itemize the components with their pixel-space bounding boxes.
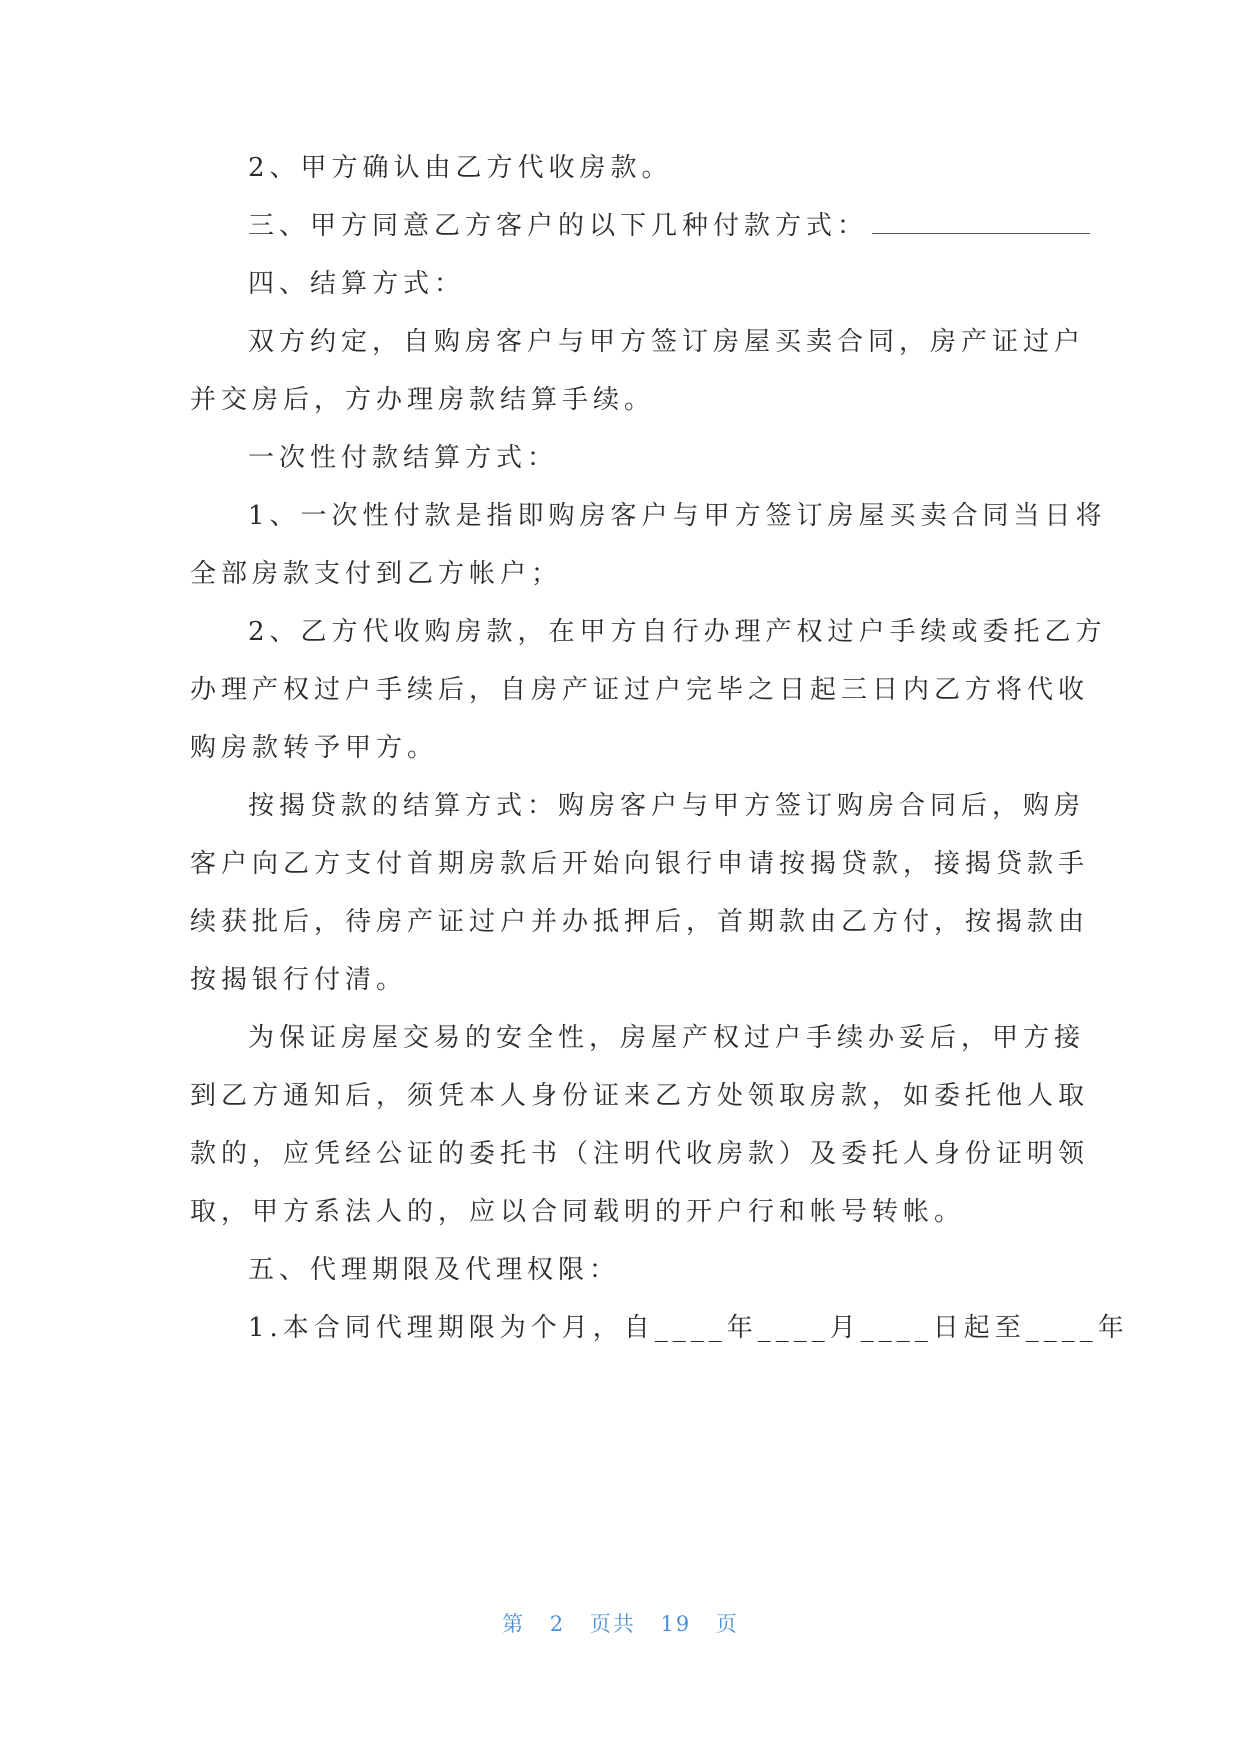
- text-line-14: 续获批后，待房产证过户并办抵押后，首期款由乙方付，按揭款由: [190, 907, 1090, 937]
- text-line-11: 购房款转予甲方。: [190, 733, 439, 763]
- text-line-3: 四、结算方式：: [248, 269, 466, 299]
- text-line-2: [248, 206, 1108, 246]
- page-footer: [0, 1608, 1241, 1638]
- text-line-16: 为保证房屋交易的安全性，房屋产权过户手续办妥后，甲方接: [248, 1023, 1086, 1053]
- footer-middle: 页共: [589, 1612, 636, 1636]
- text-line-12: 按揭贷款的结算方式：购房客户与甲方签订购房合同后，购房: [248, 791, 1086, 821]
- text-line-10: 办理产权过户手续后，自房产证过户完毕之日起三日内乙方将代收: [190, 675, 1090, 705]
- text-line-6: 一次性付款结算方式：: [248, 443, 559, 473]
- footer-prefix: 第: [502, 1612, 526, 1636]
- footer-total-pages: 19: [660, 1612, 692, 1636]
- text-line-2-label: 三、甲方同意乙方客户的以下几种付款方式：: [248, 211, 869, 241]
- text-line-13: 客户向乙方支付首期房款后开始向银行申请按揭贷款，接揭贷款手: [190, 849, 1090, 879]
- text-line-8: 全部房款支付到乙方帐户；: [190, 559, 563, 589]
- text-line-18: 款的，应凭经公证的委托书（注明代收房款）及委托人身份证明领: [190, 1139, 1090, 1169]
- text-line-15: 按揭银行付清。: [190, 965, 408, 995]
- text-line-19: 取，甲方系法人的，应以合同载明的开户行和帐号转帐。: [190, 1197, 966, 1227]
- text-line-7: 1、一次性付款是指即购房客户与甲方签订房屋买卖合同当日将: [248, 501, 1107, 531]
- footer-page-number: 2: [549, 1612, 566, 1636]
- text-line-5: 并交房后，方办理房款结算手续。: [190, 385, 656, 415]
- text-line-21: 1.本合同代理期限为个月，自____年____月____日起至____年: [248, 1313, 1129, 1343]
- text-line-9: 2、乙方代收购房款，在甲方自行办理产权过户手续或委托乙方: [248, 617, 1107, 647]
- text-line-17: 到乙方通知后，须凭本人身份证来乙方处领取房款，如委托他人取: [190, 1081, 1090, 1111]
- text-line-4: 双方约定，自购房客户与甲方签订房屋买卖合同，房产证过户: [248, 327, 1086, 357]
- text-line-20: 五、代理期限及代理权限：: [248, 1255, 621, 1285]
- payment-method-blank: [872, 207, 1090, 234]
- text-line-1: 2、甲方确认由乙方代收房款。: [248, 153, 673, 183]
- footer-suffix: 页: [715, 1612, 739, 1636]
